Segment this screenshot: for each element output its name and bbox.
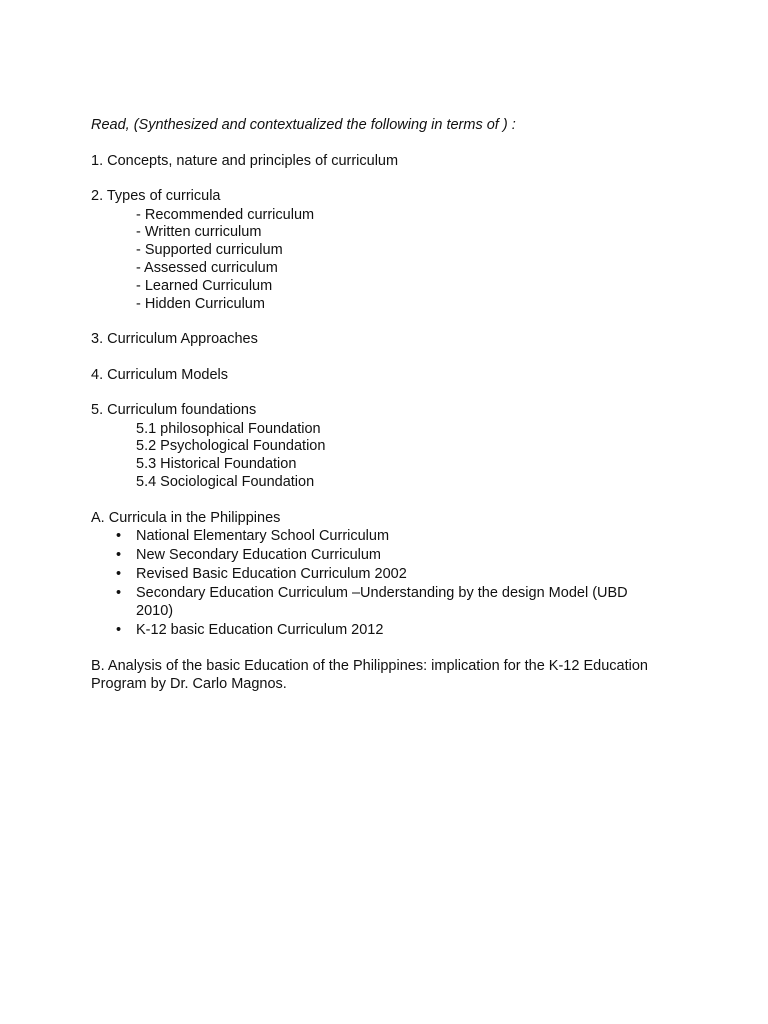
item-3: 3. Curriculum Approaches [91, 331, 258, 347]
item-5-subitem: 5.4 Sociological Foundation [136, 474, 315, 490]
item-2-subitem: - Hidden Curriculum [136, 296, 265, 312]
section-b-line-2: Program by Dr. Carlo Magnos. [91, 676, 287, 692]
item-2-subitem: - Supported curriculum [136, 242, 283, 258]
bullet-marker: • [116, 547, 122, 563]
section-b-line-1: B. Analysis of the basic Education of the Philippines: implication for the K-12 Education [91, 658, 648, 674]
item-2-subitem: - Recommended curriculum [136, 207, 315, 223]
section-a-bullet: Secondary Education Curriculum –Understanding by the design Model (UBD [136, 585, 628, 601]
section-a-title: A. Curricula in the Philippines [91, 510, 281, 526]
item-5-subitem: 5.3 Historical Foundation [136, 456, 297, 472]
section-a-bullet: National Elementary School Curriculum [136, 528, 390, 544]
bullet-marker: • [116, 622, 122, 638]
item-5-subitem: 5.2 Psychological Foundation [136, 438, 326, 454]
section-a-bullet: K-12 basic Education Curriculum 2012 [136, 622, 384, 638]
item-2-subitem: - Written curriculum [136, 224, 262, 240]
item-1: 1. Concepts, nature and principles of curriculum [91, 153, 399, 169]
section-a-bullet-continuation: 2010) [136, 603, 174, 619]
item-5-subitem: 5.1 philosophical Foundation [136, 421, 321, 437]
item-4: 4. Curriculum Models [91, 367, 228, 383]
item-2-subitem: - Learned Curriculum [136, 278, 273, 294]
bullet-marker: • [116, 585, 122, 601]
bullet-marker: • [116, 566, 122, 582]
bullet-marker: • [116, 528, 122, 544]
item-2-subitem: - Assessed curriculum [136, 260, 278, 276]
section-a-bullet: Revised Basic Education Curriculum 2002 [136, 566, 407, 582]
item-2-title: 2. Types of curricula [91, 188, 221, 204]
item-5-title: 5. Curriculum foundations [91, 402, 257, 418]
intro-instruction: Read, (Synthesized and contextualized the following in terms of ) : [91, 117, 516, 133]
section-a-bullet: New Secondary Education Curriculum [136, 547, 381, 563]
